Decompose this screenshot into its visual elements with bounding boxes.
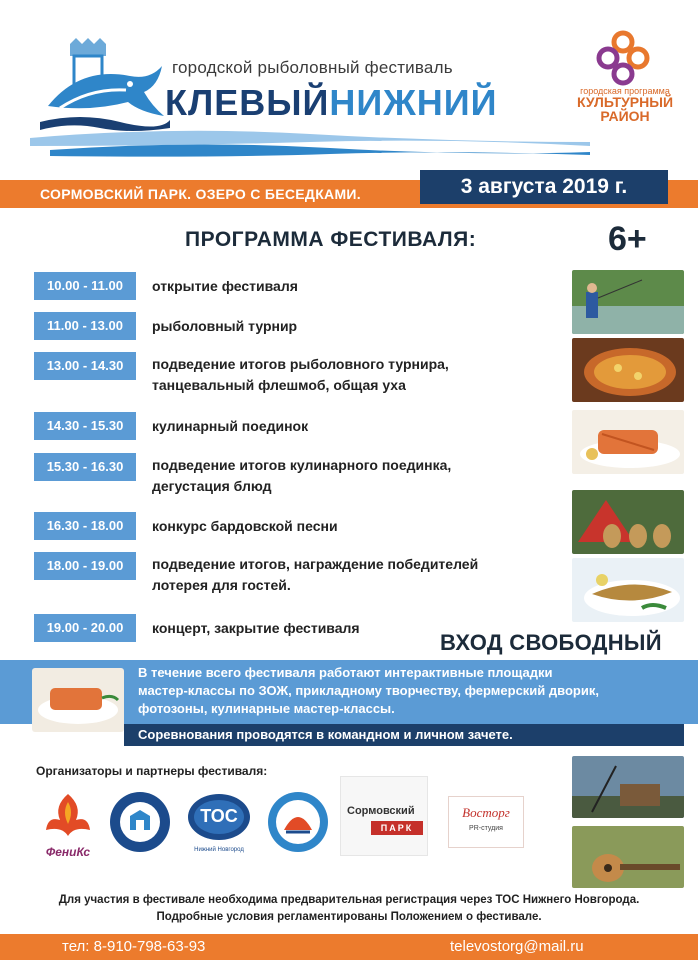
sormovsky-district-logo	[108, 790, 172, 854]
program-title: ПРОГРАММА ФЕСТИВАЛЯ:	[185, 228, 477, 251]
wave-decoration	[30, 124, 590, 164]
fish-catch-photo	[572, 756, 684, 818]
kulturny-rayon-logo-icon	[578, 28, 668, 88]
schedule-event: конкурс бардовской песни	[152, 518, 338, 534]
schedule-event: рыболовный турнир	[152, 318, 298, 334]
info-salmon-photo	[32, 668, 124, 732]
footer-line: Для участия в фестивале необходима предварительная регистрация через ТОС Нижнего Новгорода.	[58, 894, 640, 906]
header	[0, 0, 698, 170]
sormovsky-park-logo	[340, 776, 428, 856]
fish-logo-icon	[40, 36, 170, 136]
vostorg-label: Восторг	[462, 805, 510, 820]
district-emblem-icon	[108, 790, 172, 854]
age-rating: 6+	[608, 220, 647, 258]
sormovsky-park-bottom: ПАРК	[371, 821, 423, 835]
info-line: мастер-классы по ЗОЖ, прикладному творчеству, фермерский дворик,	[138, 683, 599, 698]
partner-program-name	[570, 95, 680, 123]
organizers-title: Организаторы и партнеры фестиваля:	[36, 764, 268, 778]
schedule-event: концерт, закрытие фестиваля	[152, 620, 360, 636]
info-line: В течение всего фестиваля работают интерактивные площадки	[138, 665, 553, 680]
title-part-nizhniy: НИЖНИЙ	[329, 82, 498, 123]
tos-logo	[186, 792, 252, 854]
festival-title	[165, 82, 498, 124]
schedule-time: 14.30 - 15.30	[34, 412, 136, 440]
competition-text: Соревнования проводятся в командном и личном зачете.	[138, 727, 513, 742]
partner-name-line2: РАЙОН	[600, 108, 650, 124]
schedule-time: 10.00 - 11.00	[34, 272, 136, 300]
schedule-time: 18.00 - 19.00	[34, 552, 136, 580]
union-emblem-icon	[266, 790, 330, 854]
schedule-time: 13.00 - 14.30	[34, 352, 136, 380]
guitars-tent-photo-icon	[572, 490, 684, 554]
schedule-event: кулинарный поединок	[152, 418, 309, 434]
salmon-dish-photo-icon	[572, 410, 684, 474]
sormovsky-park-top: Сормовский	[347, 805, 415, 817]
salmon-dish-photo	[572, 410, 684, 474]
location-text: СОРМОВСКИЙ ПАРК. ОЗЕРО С БЕСЕДКАМИ.	[40, 186, 361, 202]
schedule-time: 19.00 - 20.00	[34, 614, 136, 642]
partner-program-label: городская программа	[580, 86, 670, 96]
fish-catch-photo-icon	[572, 756, 684, 818]
partner-name-line1: КУЛЬТУРНЫЙ	[576, 94, 674, 110]
vostorg-sublabel: PR-студия	[469, 825, 503, 832]
info-text	[138, 664, 688, 718]
guitar-photo-icon	[572, 826, 684, 888]
schedule-event: открытие фестиваля	[152, 278, 298, 294]
fishing-photo-icon	[572, 270, 684, 334]
schedule-time: 16.30 - 18.00	[34, 512, 136, 540]
date-badge: 3 августа 2019 г.	[420, 170, 668, 204]
guitars-tent-photo	[572, 490, 684, 554]
fishing-photo	[572, 270, 684, 334]
footer-line: Подробные условия регламентированы Положением о фестивале.	[156, 911, 542, 923]
free-entry-heading: ВХОД СВОБОДНЫЙ	[440, 630, 662, 655]
fish-soup-photo-icon	[572, 338, 684, 402]
fish-dish-photo-icon	[572, 558, 684, 622]
info-line: фотозоны, кулинарные мастер-классы.	[138, 701, 395, 716]
schedule-time: 15.30 - 16.30	[34, 453, 136, 481]
tos-label: ТОС	[200, 806, 238, 826]
union-logo	[266, 790, 330, 854]
schedule-time: 11.00 - 13.00	[34, 312, 136, 340]
title-part-klevyi: КЛЕВЫЙ	[165, 82, 330, 123]
schedule-event: подведение итогов, награждение победителей лотерея для гостей.	[152, 556, 479, 593]
fenix-label: ФениКс	[45, 845, 91, 859]
festival-subtitle: городской рыболовный фестиваль	[172, 58, 453, 77]
contact-email[interactable]: televostorg@mail.ru	[450, 938, 584, 955]
phoenix-icon	[34, 790, 102, 840]
fish-soup-photo	[572, 338, 684, 402]
guitar-photo	[572, 826, 684, 888]
footer-text	[0, 892, 698, 926]
schedule-event: подведение итогов рыболовного турнира, танцевальный флешмоб, общая уха	[152, 356, 449, 393]
fish-dish-photo	[572, 558, 684, 622]
info-salmon-photo-icon	[32, 668, 124, 732]
vostorg-logo	[448, 796, 524, 848]
fenix-logo	[34, 790, 102, 859]
contact-phone[interactable]: тел: 8-910-798-63-93	[62, 938, 206, 955]
tos-sublabel: Нижний Новгород	[194, 847, 244, 853]
schedule-event: подведение итогов кулинарного поединка, дегустация блюд	[152, 457, 452, 494]
